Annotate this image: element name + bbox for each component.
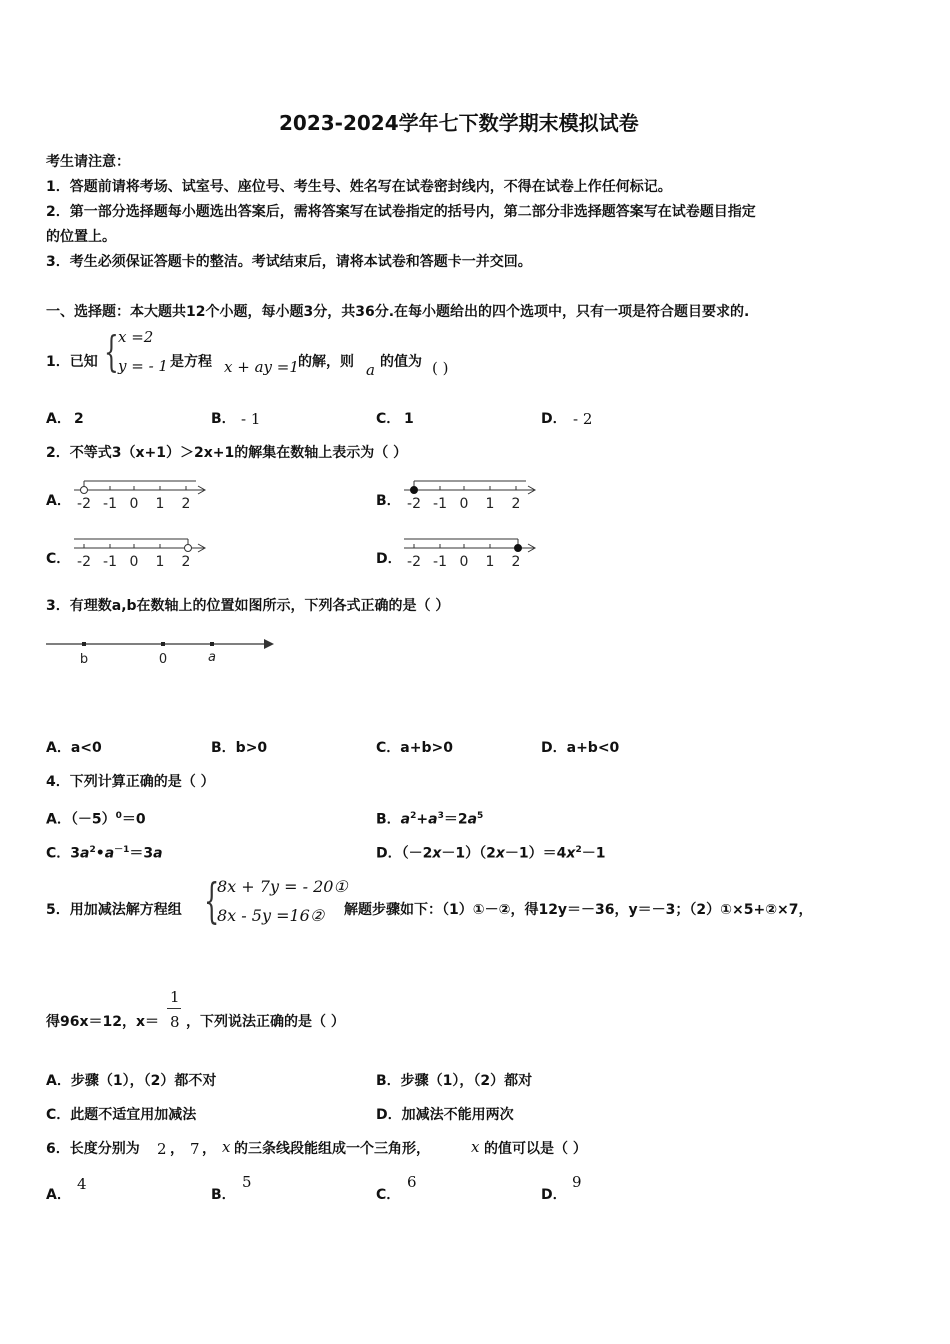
q2-number-line-b	[398, 473, 540, 515]
q6-sep-2: ，	[202, 1141, 216, 1157]
tick-label: 0	[129, 496, 139, 512]
q4-option-a: A．$(-5)^0=0$	[46, 811, 146, 828]
q6-option-a-label: A．	[46, 1187, 71, 1203]
q1-option-a: 2	[74, 411, 84, 427]
tick-label: -2	[77, 496, 91, 512]
q1-option-a-label: A．	[46, 411, 71, 427]
q1-brace: {	[104, 327, 119, 376]
tick-label: 1	[155, 554, 165, 570]
q6-option-c-label: C．	[376, 1187, 401, 1203]
q5-brace: {	[204, 873, 220, 929]
q5-option-d: D．加减法不能用两次	[376, 1107, 514, 1123]
q5-number: 5．用加减法解方程组	[46, 902, 182, 918]
tick-label: 0	[459, 496, 469, 512]
q1-option-c-label: C．	[376, 411, 401, 427]
q5-fraction-numerator: 1	[170, 988, 180, 1006]
q2-number-line-a	[68, 473, 210, 515]
q1-number: 1．已知	[46, 354, 98, 370]
tick-label: 0	[129, 554, 139, 570]
q1-system-line-1: x =2	[118, 328, 154, 346]
q5-option-b: B．步骤（1），（2）都对	[376, 1073, 533, 1089]
page-title: 2023-2024学年七下数学期末模拟试卷	[279, 111, 639, 135]
q6-stem-mid: 的三条线段能组成一个三角形，	[234, 1141, 430, 1157]
section-heading: 一、选择题：本大题共12个小题，每小题3分，共36分.在每小题给出的四个选项中，只有一项是符合题目要求的.	[46, 304, 750, 320]
q2-option-a-label: A．	[46, 493, 71, 509]
q1-option-d: - 2	[573, 410, 593, 428]
q6-option-b-label: B．	[211, 1187, 236, 1203]
q6-option-c: 6	[407, 1173, 417, 1191]
tick-label: 2	[181, 496, 191, 512]
q5-line2-post: ，下列说法正确的是（ ）	[186, 1014, 345, 1030]
q2-option-b-label: B．	[376, 493, 401, 509]
tick-label: -2	[77, 554, 91, 570]
q3-option-b: B．b>0	[211, 740, 268, 756]
q5-steps: 解题步骤如下：（1）①－②，得12y＝－36，y＝－3；（2）①×5+②×7，	[344, 902, 813, 918]
q6-option-a: 4	[77, 1175, 87, 1193]
q5-equation-2: 8x - 5y =16②	[217, 906, 325, 925]
q2-option-d-label: D．	[376, 551, 402, 567]
q6-variable-2: x	[471, 1138, 480, 1156]
q1-variable: a	[366, 361, 375, 379]
q3-option-a: A．a<0	[46, 740, 102, 756]
q4-option-d: D．$(-2x-1)(2x-1)=4x^2-1$	[376, 845, 606, 862]
q6-option-d-label: D．	[541, 1187, 567, 1203]
q1-stem-end: 的值为	[380, 354, 422, 370]
tick-label: 1	[485, 554, 495, 570]
q5-equation-1: 8x + 7y = - 20①	[217, 877, 348, 896]
q6-length-1: 2	[157, 1140, 167, 1158]
q1-equation: x + ay =1	[224, 358, 299, 376]
q5-line2-pre: 得96x＝12，x＝	[46, 1014, 160, 1030]
tick-label: 1	[155, 496, 165, 512]
q3-option-c: C．a+b>0	[376, 740, 453, 756]
tick-label: 2	[181, 554, 191, 570]
q1-option-c: 1	[404, 411, 414, 427]
tick-label: 2	[511, 554, 521, 570]
q3-option-d: D．a+b<0	[541, 740, 620, 756]
note-2b: 的位置上。	[46, 229, 116, 245]
q5-option-a: A．步骤（1），（2）都不对	[46, 1073, 217, 1089]
q4-option-b: B．$a^2+a^3=2a^5$	[376, 811, 484, 828]
tick-label: 0	[459, 554, 469, 570]
q2-number-line-d	[398, 531, 540, 573]
q1-system-line-2: y = - 1	[118, 357, 168, 375]
note-1: 1．答题前请将考场、试室号、座位号、考生号、姓名写在试卷密封线内，不得在试卷上作任何标记。	[46, 179, 672, 195]
q6-stem-pre: 6．长度分别为	[46, 1141, 140, 1157]
q3-stem: 3．有理数a,b在数轴上的位置如图所示，下列各式正确的是（ ）	[46, 598, 450, 614]
point-a-label: a	[208, 650, 216, 665]
q6-sep-1: ，	[170, 1141, 184, 1157]
q5-fraction-denominator: 8	[170, 1013, 180, 1031]
tick-label: 1	[485, 496, 495, 512]
q1-answer-paren: ( )	[432, 359, 449, 377]
q6-option-b: 5	[242, 1173, 252, 1191]
notes-heading: 考生请注意：	[46, 154, 130, 170]
q1-option-b-label: B．	[211, 411, 236, 427]
tick-label: -1	[103, 496, 117, 512]
q2-option-c-label: C．	[46, 551, 71, 567]
q5-fraction-bar	[167, 1008, 181, 1009]
q1-stem-mid: 是方程	[170, 354, 212, 370]
note-2a: 2．第一部分选择题每小题选出答案后，需将答案写在试卷指定的括号内，第二部分非选择题答案写在试卷题目指定	[46, 204, 756, 220]
q4-option-c: C．$3a^2•a^{-1}=3a$	[46, 845, 163, 862]
q3-number-line	[44, 633, 280, 669]
tick-label: -2	[407, 554, 421, 570]
q5-option-c: C．此题不适宜用加减法	[46, 1107, 197, 1123]
tick-label: -1	[433, 496, 447, 512]
tick-label: -2	[407, 496, 421, 512]
q1-stem-mid2: 的解，则	[298, 354, 354, 370]
q4-stem: 4．下列计算正确的是（ ）	[46, 774, 215, 790]
q6-variable-1: x	[222, 1138, 231, 1156]
point-b-label: b	[79, 652, 89, 667]
point-0-label: 0	[158, 652, 168, 667]
q1-option-d-label: D．	[541, 411, 567, 427]
q2-stem: 2．不等式3（x+1）＞2x+1的解集在数轴上表示为（ ）	[46, 445, 408, 461]
q2-number-line-c	[68, 531, 210, 573]
q6-stem-end: 的值可以是（ ）	[484, 1141, 587, 1157]
tick-label: 2	[511, 496, 521, 512]
q1-option-b: - 1	[241, 410, 261, 428]
q6-length-2: 7	[190, 1140, 200, 1158]
note-3: 3．考生必须保证答题卡的整洁。考试结束后，请将本试卷和答题卡一并交回。	[46, 254, 532, 270]
tick-label: -1	[433, 554, 447, 570]
tick-label: -1	[103, 554, 117, 570]
q6-option-d: 9	[572, 1173, 582, 1191]
